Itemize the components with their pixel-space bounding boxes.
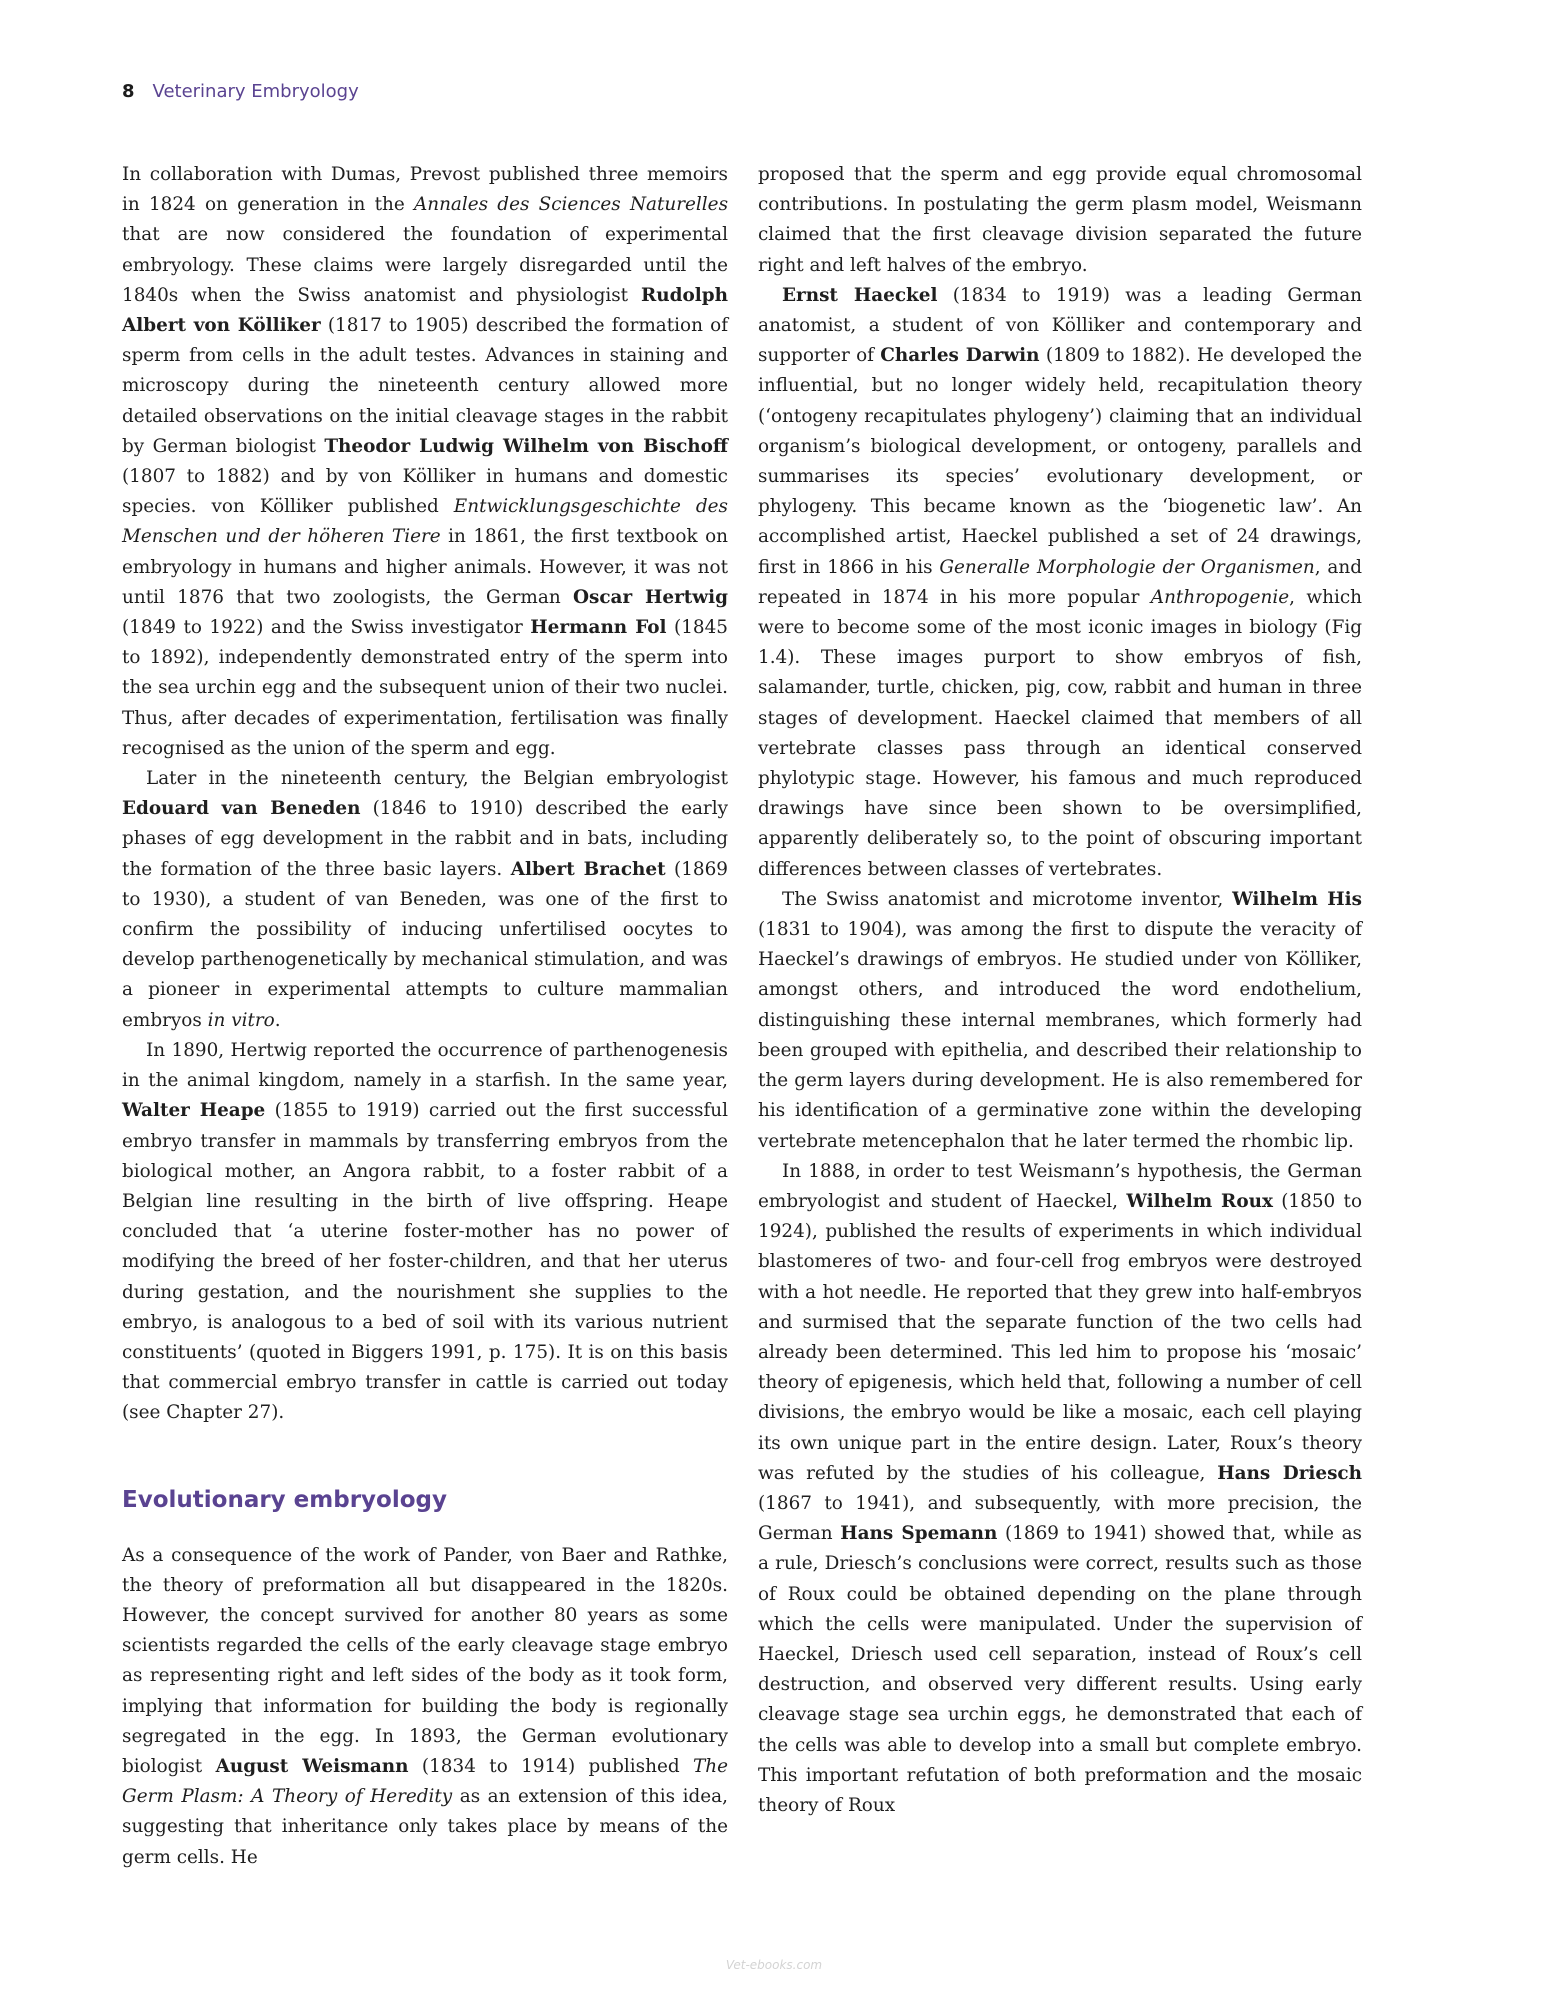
- paragraph: In collaboration with Dumas, Prevost published three memoirs in 1824 on generation in the Annales des Sciences Naturelles that are now considered the foundation of experimental embryology. These claims were largely disregarded until the 1840s when the Swiss anatomist and physiologist Rudolph Albert von Kölliker (1817 to 1905) described the formation of sperm from cells in the adult testes. Advances in staining and microscopy during the nineteenth century allowed more detailed observations on the initial cleavage stages in the rabbit by German biologist Theodor Ludwig Wilhelm von Bischoff (1807 to 1882) and by von Kölliker in humans and domestic species. von Kölliker published Entwicklungsgeschichte des Menschen und der höheren Tiere in 1861, the first textbook on embryology in humans and higher animals. However, it was not until 1876 that two zoologists, the German Oscar Hertwig (1849 to 1922) and the Swiss investigator Hermann Fol (1845 to 1892), independently demonstrated entry of the sperm into the sea urchin egg and the subsequent union of their two nuclei. Thus, after decades of experimentation, fertilisation was finally recognised as the union of the sperm and egg.: [122, 164, 729, 759]
- paragraph: Later in the nineteenth century, the Belgian embryologist Edouard van Beneden (1846 to 1910) described the early phases of egg development in the rabbit and in bats, including the formation of the three basic layers. Albert Brachet (1869 to 1930), a student of van Beneden, was one of the first to confirm the possibility of inducing unfertilised oocytes to develop parthenogenetically by mechanical stimulation, and was a pioneer in experimental attempts to culture mammalian embryos in vitro.: [122, 768, 728, 1031]
- paragraph: proposed that the sperm and egg provide equal chromosomal contributions. In postulating the germ plasm model, Weismann claimed that the first cleavage division separated the future right and left halves of the embryo.: [758, 164, 1362, 276]
- paragraph: In 1890, Hertwig reported the occurrence of parthenogenesis in the animal kingdom, namely in a starfish. In the same year, Walter Heape (1855 to 1919) carried out the first successful embryo transfer in mammals by transferring embryos from the biological mother, an Angora rabbit, to a foster rabbit of a Belgian line resulting in the birth of live offspring. Heape concluded that ‘a uterine foster-mother has no power of modifying the breed of her foster-children, and that her uterus during gestation, and the nourishment she supplies to the embryo, is analogous to a bed of soil with its various nutrient constituents’ (quoted in Biggers 1991, p. 175). It is on this basis that commercial embryo transfer in cattle is carried out today (see Chapter 27).: [122, 1039, 728, 1424]
- left-column: [122, 160, 728, 1873]
- paragraph: Ernst Haeckel (1834 to 1919) was a leading German anatomist, a student of von Kölliker and contemporary and supporter of Charles Darwin (1809 to 1882). He developed the influential, but no longer widely held, recapitulation theory (‘ontogeny recapitulates phylogeny’) claiming that an individual organism’s biological development, or ontogeny, parallels and summarises its species’ evolutionary development, or phylogeny. This became known as the ‘biogenetic law’. An accomplished artist, Haeckel published a set of 24 drawings, first in 1866 in his Generalle Morphologie der Organismen, and repeated in 1874 in his more popular Anthropogenie, which were to become some of the most iconic images in biology (Fig 1.4). These images purport to show embryos of fish, salamander, turtle, chicken, pig, cow, rabbit and human in three stages of development. Haeckel claimed that members of all vertebrate classes pass through an identical conserved phylotypic stage. However, his famous and much reproduced drawings have since been shown to be oversimplified, apparently deliberately so, to the point of obscuring important differences between classes of vertebrates.: [758, 284, 1363, 880]
- paragraph: As a consequence of the work of Pander, von Baer and Rathke, the theory of preformation all but disappeared in the 1820s. However, the concept survived for another 80 years as some scientists regarded the cells of the early cleavage stage embryo as representing right and left sides of the body as it took form, implying that information for building the body is regionally segregated in the egg. In 1893, the German evolutionary biologist August Weismann (1834 to 1914) published The Germ Plasm: A Theory of Heredity as an extension of this idea, suggesting that inheritance only takes place by means of the germ cells. He: [122, 1544, 728, 1868]
- running-head-title: Veterinary Embryology: [152, 81, 359, 102]
- paragraph: In 1888, in order to test Weismann’s hypothesis, the German embryologist and student of Haeckel, Wilhelm Roux (1850 to 1924), published the results of experiments in which individual blastomeres of two- and four-cell frog embryos were destroyed with a hot needle. He reported that they grew into half-embryos and surmised that the separate function of the two cells had already been determined. This led him to propose his ‘mosaic’ theory of epigenesis, which held that, following a number of cell divisions, the embryo would be like a mosaic, each cell playing its own unique part in the entire design. Later, Roux’s theory was refuted by the studies of his colleague, Hans Driesch (1867 to 1941), and subsequently, with more precision, the German Hans Spemann (1869 to 1941) showed that, while as a rule, Driesch’s conclusions were correct, results such as those of Roux could be obtained depending on the plane through which the cells were manipulated. Under the supervision of Haeckel, Driesch used cell separation, instead of Roux’s cell destruction, and observed very different results. Using early cleavage stage sea urchin eggs, he demonstrated that each of the cells was able to develop into a small but complete embryo. This important refutation of both preformation and the mosaic theory of Roux: [758, 1160, 1363, 1816]
- section-heading: Evolutionary embryology: [122, 1486, 447, 1513]
- right-column: [758, 160, 1362, 1821]
- watermark: Vet-ebooks.com: [725, 1958, 823, 1972]
- page-number: 8: [122, 81, 135, 102]
- running-head: [122, 80, 359, 104]
- paragraph: The Swiss anatomist and microtome inventor, Wilhelm His (1831 to 1904), was among the first to dispute the veracity of Haeckel’s drawings of embryos. He studied under von Kölliker, amongst others, and introduced the word endothelium, distinguishing these internal membranes, which formerly had been grouped with epithelia, and described their relationship to the germ layers during development. He is also remembered for his identification of a germinative zone within the developing vertebrate metencephalon that he later termed the rhombic lip.: [758, 888, 1362, 1152]
